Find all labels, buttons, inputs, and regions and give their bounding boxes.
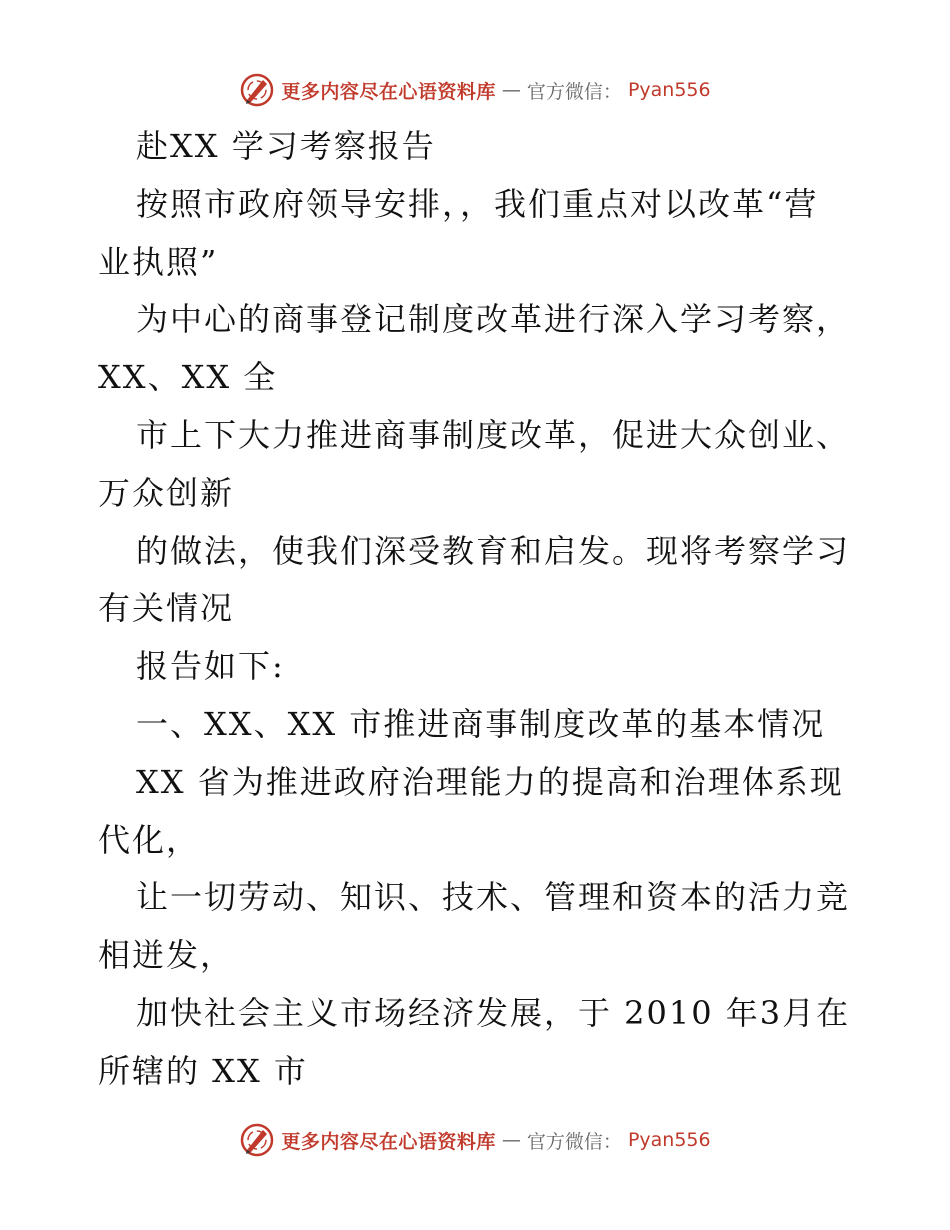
watermark-text: 更多内容尽在心语资料库 xyxy=(281,1130,496,1153)
text-line: 代化， xyxy=(98,820,201,859)
watermark-dash: — xyxy=(501,79,521,101)
footer-watermark xyxy=(0,1122,950,1158)
watermark-wechat-id: Pyan556 xyxy=(627,79,711,101)
text-line: 相迸发， xyxy=(98,936,235,975)
text-line: 所辖的 XX 市 xyxy=(98,1051,308,1090)
text-line: 报告如下: xyxy=(136,647,285,686)
section-heading: 一、XX、XX 市推进商事制度改革的基本情况 xyxy=(136,704,826,743)
watermark-dash: — xyxy=(501,1129,521,1151)
watermark-wechat-label: 官方微信： xyxy=(526,80,622,103)
text-line: XX、XX 全 xyxy=(98,358,278,397)
pen-logo-icon xyxy=(239,72,275,108)
document-title: 赴XX 学习考察报告 xyxy=(136,127,436,165)
text-line: 加快社会主义市场经济发展，于 2010 年3月在 xyxy=(136,993,851,1032)
watermark-wechat-id: Pyan556 xyxy=(627,1129,711,1151)
text-line: 市上下大力推进商事制度改革，促进大众创业、 xyxy=(136,415,851,454)
document-body xyxy=(98,118,858,1101)
header-watermark xyxy=(0,72,950,108)
text-line: 按照市政府领导安排，，我们重点对以改革“营 xyxy=(136,184,819,223)
text-line: 为中心的商事登记制度改革进行深入学习考察， xyxy=(136,300,851,339)
text-line: 有关情况 xyxy=(98,589,235,628)
watermark-text: 更多内容尽在心语资料库 xyxy=(281,80,496,103)
text-line: 的做法，使我们深受教育和启发。现将考察学习 xyxy=(136,531,851,570)
text-line: 业执照” xyxy=(98,242,219,281)
watermark-wechat-label: 官方微信： xyxy=(526,1130,622,1153)
pen-logo-icon xyxy=(239,1122,275,1158)
text-line: 万众创新 xyxy=(98,473,235,512)
text-line: 让一切劳动、知识、技术、管理和资本的活力竞 xyxy=(136,878,851,917)
text-line: XX 省为推进政府治理能力的提高和治理体系现 xyxy=(136,762,844,801)
